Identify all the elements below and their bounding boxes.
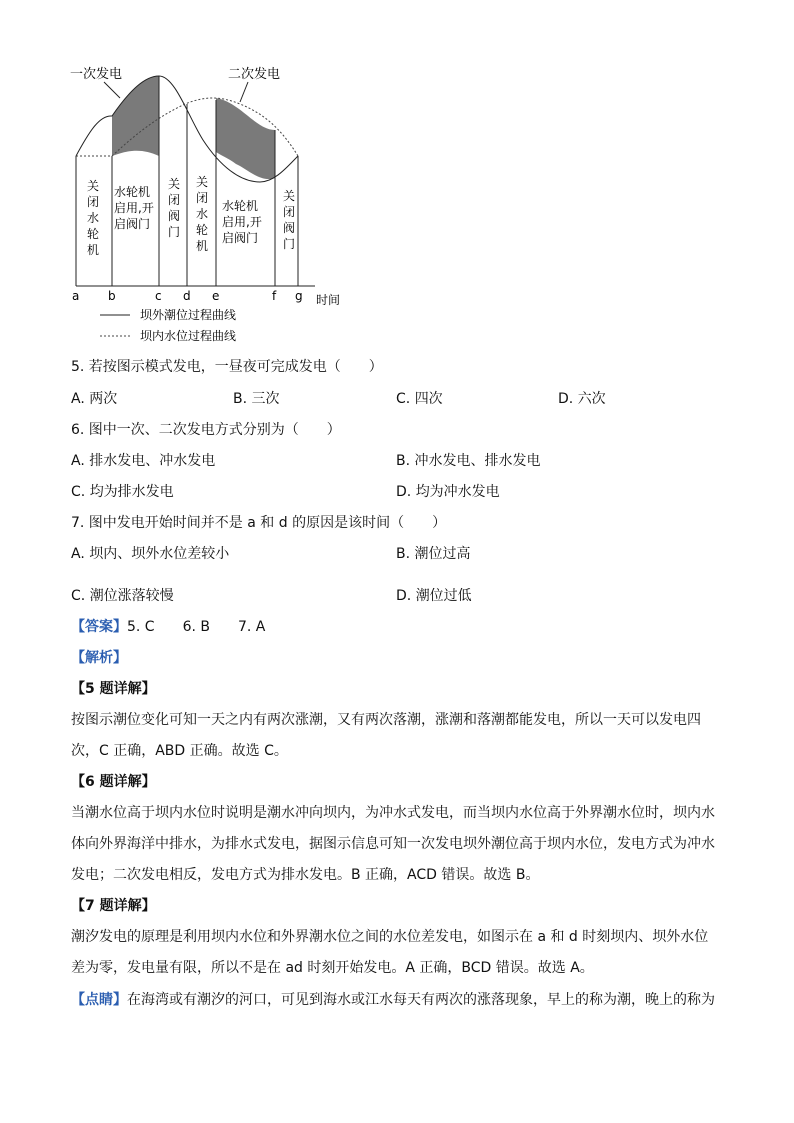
q5-option-c-label: C. <box>396 391 411 407</box>
q5-option-b[interactable] <box>233 390 280 408</box>
q5-option-d[interactable] <box>558 390 606 408</box>
question-7-stem: 7. 图中发电开始时间并不是 a 和 d 的原因是该时间（ ） <box>71 515 447 531</box>
q5-option-c[interactable] <box>396 390 443 408</box>
detail-7-tag: 【7 题详解】 <box>71 898 156 914</box>
second-generation-label: 二次发电 <box>228 67 281 82</box>
region-f-g-text-2: 阀 <box>283 221 296 235</box>
q5-option-a-text: 两次 <box>89 391 118 407</box>
legend-dotted-label: 坝内水位过程曲线 <box>140 329 237 343</box>
first-generation-label: 一次发电 <box>70 67 123 82</box>
q5-option-d-label: D. <box>558 391 574 407</box>
q5-option-a-label: A. <box>71 391 85 407</box>
region-a-b-text-0: 关 <box>87 179 100 193</box>
q7-option-a-text: 坝内、坝外水位差较小 <box>89 546 230 562</box>
region-d-e-text-1: 闭 <box>196 191 209 205</box>
q6-option-a-label: A. <box>71 453 85 469</box>
q7-option-a-label: A. <box>71 546 85 562</box>
region-e-f-text-2: 启阀门 <box>222 231 259 245</box>
q7-option-c[interactable] <box>71 587 174 605</box>
detail-6-tag: 【6 题详解】 <box>71 774 156 790</box>
note-paragraph <box>71 985 721 1016</box>
tick-g: g <box>295 289 303 303</box>
region-d-e-text-3: 轮 <box>196 223 209 237</box>
detail-6-text: 当潮水位高于坝内水位时说明是潮水冲向坝内，为冲水式发电，而当坝内水位高于外界潮水位时，坝内水体向外界海洋中排水，为排水式发电，据图示信息可知一次发电坝外潮位高于坝内水位，发电方式为冲水发电；二次发电相反，发电方式为排水发电。B 正确，ACD 错误。故选 B。 <box>71 805 715 883</box>
region-b-c-text-0: 水轮机 <box>114 185 151 199</box>
region-d-e-text-0: 关 <box>196 175 209 189</box>
region-c-d-text-1: 闭 <box>168 193 181 207</box>
tick-f: f <box>272 289 277 303</box>
q6-option-b[interactable] <box>396 452 541 470</box>
detail-7-text: 潮汐发电的原理是利用坝内水位和外界潮水位之间的水位差发电，如图示在 a 和 d 时刻坝内、坝外水位差为零，发电量有限，所以不是在 ad 时刻开始发电。A 正确，BCD 错误。故选 A。 <box>71 929 709 976</box>
region-d-e-text-4: 机 <box>196 239 209 253</box>
q7-option-c-label: C. <box>71 588 86 604</box>
note-tag: 【点睛】 <box>71 992 127 1008</box>
q5-option-d-text: 六次 <box>577 391 606 407</box>
q6-option-b-label: B. <box>396 453 411 469</box>
q5-option-c-text: 四次 <box>414 391 443 407</box>
question-5-stem: 5. 若按图示模式发电，一昼夜可完成发电（ ） <box>71 359 383 375</box>
question-6-stem: 6. 图中一次、二次发电方式分别为（ ） <box>71 422 341 438</box>
detail-5-text: 按图示潮位变化可知一天之内有两次涨潮，又有两次落潮，涨潮和落潮都能发电，所以一天可以发电四次，C 正确，ABD 正确。故选 C。 <box>71 712 701 759</box>
region-e-f-text-0: 水轮机 <box>222 199 259 213</box>
q7-option-b[interactable] <box>396 545 471 563</box>
tick-e: e <box>212 289 220 303</box>
analysis-tag: 【解析】 <box>71 650 127 666</box>
region-e-f-text-1: 启用,开 <box>222 215 262 229</box>
region-a-b-text-2: 水 <box>87 211 100 225</box>
region-a-b-text-4: 机 <box>87 243 100 257</box>
tick-c: c <box>155 289 162 303</box>
detail-5-tag: 【5 题详解】 <box>71 681 156 697</box>
q5-option-b-label: B. <box>233 391 248 407</box>
q7-option-a[interactable] <box>71 545 229 563</box>
region-c-d-text-3: 门 <box>168 225 181 239</box>
q6-option-c-label: C. <box>71 484 86 500</box>
q6-option-a-text: 排水发电、冲水发电 <box>89 453 216 469</box>
tick-b: b <box>108 289 116 303</box>
region-f-g-text-0: 关 <box>283 189 296 203</box>
q7-option-d[interactable] <box>396 587 472 605</box>
q6-option-d-label: D. <box>396 484 412 500</box>
region-d-e-text-2: 水 <box>196 207 209 221</box>
answer-tag: 【答案】 <box>71 619 127 635</box>
region-c-d-text-0: 关 <box>168 177 181 191</box>
q6-option-c-text: 均为排水发电 <box>89 484 174 500</box>
q7-option-d-label: D. <box>396 588 412 604</box>
tick-d: d <box>183 289 191 303</box>
q6-option-d-text: 均为冲水发电 <box>415 484 500 500</box>
q5-option-a[interactable] <box>71 390 117 408</box>
q7-option-b-text: 潮位过高 <box>414 546 471 562</box>
tick-a: a <box>72 289 80 303</box>
q5-option-b-text: 三次 <box>251 391 280 407</box>
x-axis-label: 时间 <box>316 293 341 307</box>
q6-option-c[interactable] <box>71 483 174 501</box>
region-f-g-text-1: 闭 <box>283 205 296 219</box>
answer-text: 5. C 6. B 7. A <box>127 619 266 635</box>
region-c-d-text-2: 阀 <box>168 209 181 223</box>
q7-option-b-label: B. <box>396 546 411 562</box>
legend-solid-label: 坝外潮位过程曲线 <box>140 308 237 322</box>
region-a-b-text-3: 轮 <box>87 227 100 241</box>
region-b-c-text-1: 启用,开 <box>114 201 154 215</box>
q6-option-d[interactable] <box>396 483 500 501</box>
tidal-power-diagram <box>60 60 360 350</box>
q7-option-c-text: 潮位涨落较慢 <box>89 588 174 604</box>
q7-option-d-text: 潮位过低 <box>415 588 472 604</box>
note-text: 在海湾或有潮汐的河口，可见到海水或江水每天有两次的涨落现象，早上的称为潮，晚上的称为 <box>127 992 715 1008</box>
region-a-b-text-1: 闭 <box>87 195 100 209</box>
region-b-c-text-2: 启阀门 <box>114 217 151 231</box>
region-f-g-text-3: 门 <box>283 237 296 251</box>
q6-option-b-text: 冲水发电、排水发电 <box>414 453 541 469</box>
answer-line <box>71 618 265 636</box>
q6-option-a[interactable] <box>71 452 215 470</box>
